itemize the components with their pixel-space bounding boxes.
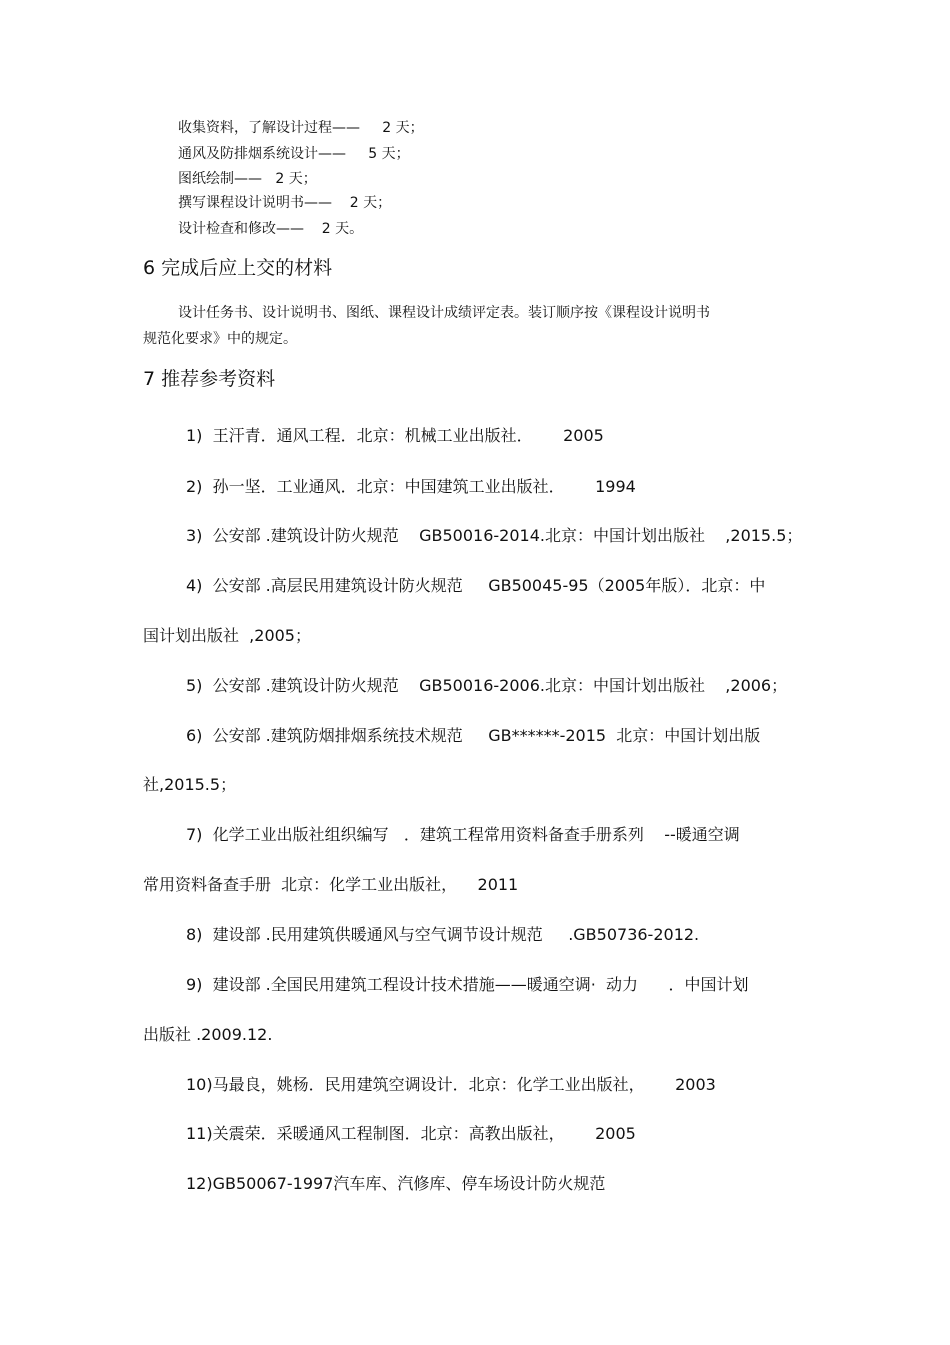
reference-11: 11)关震荣．采暖通风工程制图．北京：高教出版社， 2005 xyxy=(186,1124,636,1143)
reference-8: 8) 建设部 .民用建筑供暖通风与空气调节设计规范 .GB50736-2012. xyxy=(186,925,700,944)
section-7-heading: 7 推荐参考资料 xyxy=(143,368,276,390)
section-6-heading: 6 完成后应上交的材料 xyxy=(143,257,333,279)
reference-9-continued: 出版社 .2009.12. xyxy=(143,1025,273,1044)
reference-1: 1) 王汗青．通风工程．北京：机械工业出版社． 2005 xyxy=(186,426,604,445)
reference-4: 4) 公安部 .高层民用建筑设计防火规范 GB50045-95（2005年版）．北京：中 xyxy=(186,576,766,595)
reference-5: 5) 公安部 .建筑设计防火规范 GB50016-2006.北京：中国计划出版社 ,2006； xyxy=(186,676,788,695)
schedule-line-4: 撰写课程设计说明书—— 2 天； xyxy=(178,195,392,211)
reference-2: 2) 孙一坚．工业通风．北京：中国建筑工业出版社． 1994 xyxy=(186,477,636,496)
section-6-paragraph-line-2: 规范化要求》中的规定。 xyxy=(143,331,297,347)
reference-12: 12)GB50067-1997汽车库、汽修库、停车场设计防火规范 xyxy=(186,1174,606,1193)
reference-7-continued: 常用资料备查手册 北京：化学工业出版社， 2011 xyxy=(143,875,519,894)
reference-6-continued: 社,2015.5； xyxy=(143,775,237,794)
reference-4-continued: 国计划出版社 ,2005； xyxy=(143,626,311,645)
reference-10: 10)马最良，姚杨．民用建筑空调设计．北京：化学工业出版社， 2003 xyxy=(186,1075,716,1094)
schedule-line-1: 收集资料，了解设计过程—— 2 天； xyxy=(178,120,424,136)
section-6-paragraph-line-1: 设计任务书、设计说明书、图纸、课程设计成绩评定表。装订顺序按《课程设计说明书 xyxy=(178,305,710,321)
reference-3: 3) 公安部 .建筑设计防火规范 GB50016-2014.北京：中国计划出版社 ,2015.5； xyxy=(186,526,803,545)
schedule-line-5: 设计检查和修改—— 2 天。 xyxy=(178,221,364,237)
reference-9: 9) 建设部 .全国民用建筑工程设计技术措施——暖通空调· 动力 ．中国计划 xyxy=(186,975,749,994)
reference-7: 7) 化学工业出版社组织编写 ．建筑工程常用资料备查手册系列 --暖通空调 xyxy=(186,825,740,844)
schedule-line-3: 图纸绘制—— 2 天； xyxy=(178,171,317,187)
reference-6: 6) 公安部 .建筑防烟排烟系统技术规范 GB******-2015 北京：中国计划出版 xyxy=(186,726,761,745)
schedule-line-2: 通风及防排烟系统设计—— 5 天； xyxy=(178,146,410,162)
